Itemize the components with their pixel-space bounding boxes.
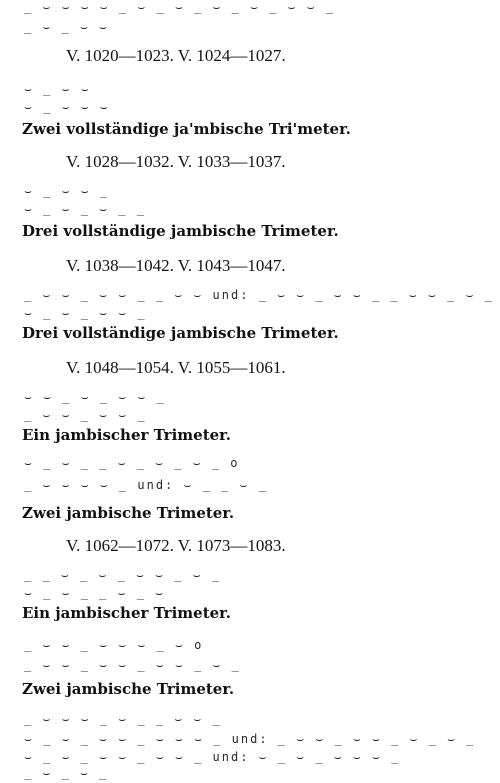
meter-line: _ ⌣ _ ⌣ ⌣ [24, 20, 110, 34]
meter-line: ⌣ _ ⌣ ⌣ [24, 82, 91, 96]
meter-line: _ ⌣ ⌣ ⌣ ⌣ _ ⌣ _ ⌣ _ ⌣ _ ⌣ _ ⌣ ⌣ _ [24, 0, 336, 14]
meter-line: _ ⌣ ⌣ ⌣ ⌣ _ und: ⌣ _ _ ⌣ _ [24, 478, 268, 492]
meter-line: ⌣ ⌣ _ ⌣ _ ⌣ ⌣ _ [24, 390, 166, 404]
verse-range: V. 1062—1072. V. 1073—1083. [66, 536, 286, 555]
section-heading: Ein jambischer Trimeter. [22, 426, 231, 444]
meter-line: _ ⌣ ⌣ _ ⌣ ⌣ _ [24, 408, 147, 422]
meter-line: ⌣ _ ⌣ _ ⌣ ⌣ _ ⌣ ⌣ ⌣ _ und: _ ⌣ ⌣ _ ⌣ ⌣ _ ⌣ _ ⌣ _ [24, 732, 476, 746]
verse-range: V. 1028—1032. V. 1033—1037. [66, 152, 286, 171]
verse-range: V. 1048—1054. V. 1055—1061. [66, 358, 286, 377]
section-heading: Zwei jambische Trimeter. [22, 680, 235, 698]
section-heading: Ein jambischer Trimeter. [22, 604, 231, 622]
meter-line: ⌣ _ ⌣ ⌣ _ [24, 184, 110, 198]
meter-line: ⌣ _ ⌣ _ _ ⌣ _ ⌣ _ ⌣ _ o [24, 456, 240, 470]
section-heading: Zwei vollständige ja'mbische Tri'meter. [22, 120, 351, 138]
meter-line: ⌣ _ ⌣ _ _ ⌣ _ ⌣ [24, 586, 166, 600]
meter-line: ⌣ _ ⌣ ⌣ ⌣ [24, 100, 110, 114]
verse-range: V. 1038—1042. V. 1043—1047. [66, 256, 286, 275]
section-heading: Drei vollständige jambische Trimeter. [22, 222, 339, 240]
section-heading: Zwei jambische Trimeter. [22, 504, 235, 522]
meter-line: _ ⌣ ⌣ _ ⌣ ⌣ _ _ ⌣ ⌣ und: _ ⌣ ⌣ _ ⌣ ⌣ _ _ ⌣ ⌣ _ ⌣ _ [24, 288, 494, 302]
meter-line: ⌣ _ ⌣ _ ⌣ ⌣ _ [24, 306, 147, 320]
meter-line: ⌣ _ ⌣ _ ⌣ _ _ [24, 202, 146, 216]
meter-line: _ ⌣ ⌣ _ ⌣ ⌣ ⌣ _ ⌣ o [24, 638, 204, 652]
verse-range: V. 1020—1023. V. 1024—1027. [66, 46, 286, 65]
section-heading: Drei vollständige jambische Trimeter. [22, 324, 339, 342]
meter-line: _ _ ⌣ _ ⌣ _ ⌣ ⌣ _ ⌣ _ [24, 568, 222, 582]
meter-line: _ ⌣ _ ⌣ _ [24, 766, 109, 780]
meter-line: _ ⌣ ⌣ ⌣ _ ⌣ _ _ ⌣ ⌣ _ [24, 712, 222, 726]
meter-line: ⌣ _ ⌣ _ ⌣ ⌣ _ ⌣ ⌣ _ und: ⌣ _ ⌣ _ ⌣ ⌣ ⌣ _ [24, 750, 401, 764]
meter-line: _ ⌣ ⌣ _ ⌣ ⌣ _ ⌣ ⌣ _ ⌣ _ [24, 658, 241, 672]
